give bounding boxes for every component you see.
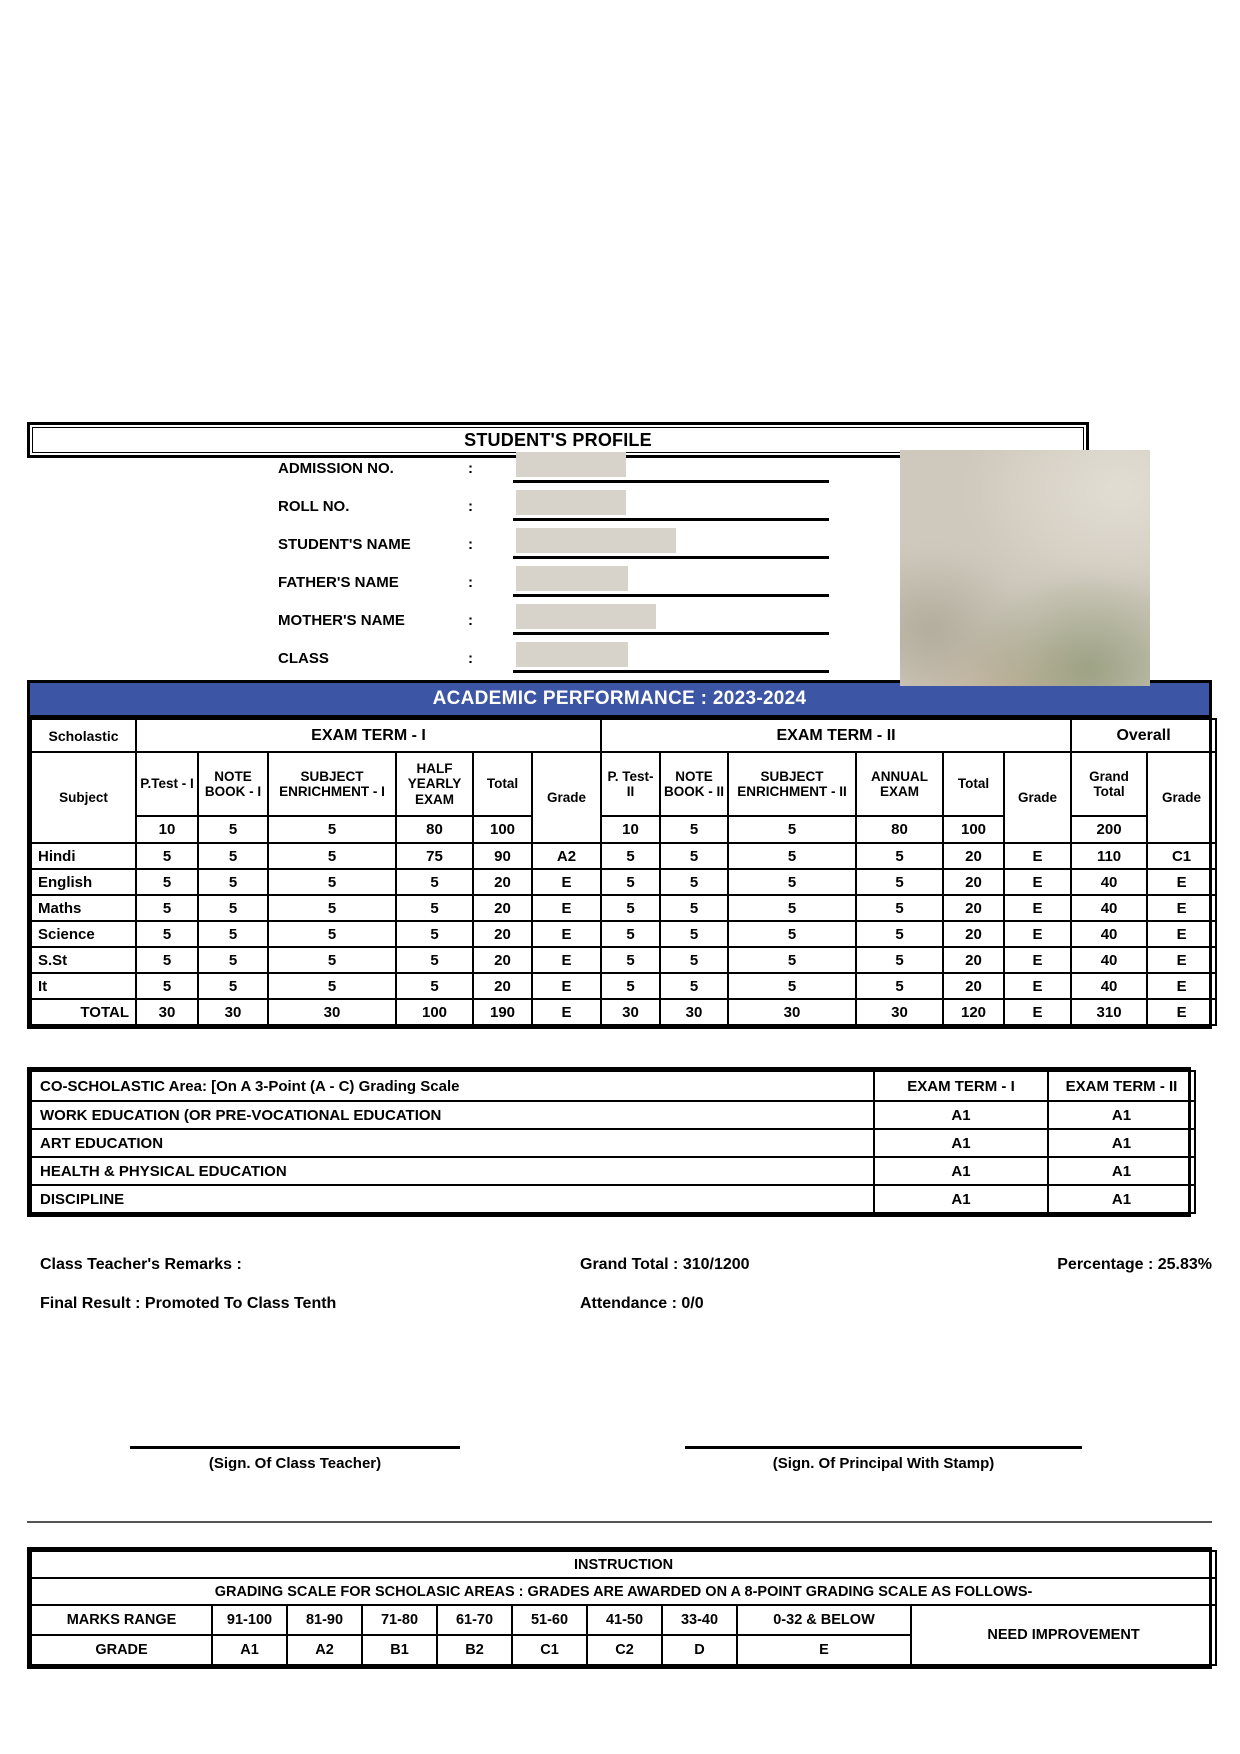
admission-no-line xyxy=(513,480,829,483)
mark-cell: 5 xyxy=(136,921,198,947)
class-label: CLASS xyxy=(278,650,329,667)
mark-cell: 5 xyxy=(856,973,943,999)
mark-cell: 5 xyxy=(268,973,396,999)
field-colon: : xyxy=(468,650,473,667)
grand-total-cell: 310 xyxy=(1071,999,1147,1025)
mark-cell: 5 xyxy=(268,895,396,921)
max-mark-cell: 5 xyxy=(728,816,856,843)
mark-cell: 5 xyxy=(198,843,268,869)
mark-cell: 5 xyxy=(660,869,728,895)
co-scholastic-row xyxy=(31,1157,1195,1185)
mark-cell: 5 xyxy=(728,973,856,999)
mark-cell: 5 xyxy=(136,973,198,999)
max-mark-cell: 10 xyxy=(136,816,198,843)
max-mark-cell: 100 xyxy=(943,816,1004,843)
co-scholastic-header-row xyxy=(31,1071,1195,1101)
roll-no-value-redacted xyxy=(516,490,626,515)
t1-enrichment-header: SUBJECT ENRICHMENT - I xyxy=(268,752,396,816)
grand-total-summary: Grand Total : 310/1200 xyxy=(580,1256,750,1273)
mark-cell: 5 xyxy=(728,947,856,973)
grand-total-cell: 40 xyxy=(1071,895,1147,921)
admission-no-label: ADMISSION NO. xyxy=(278,460,394,477)
total-row xyxy=(31,999,1216,1025)
max-mark-cell: 100 xyxy=(473,816,532,843)
grade-cell: A1 xyxy=(1048,1185,1195,1213)
grade-cell: E xyxy=(532,973,601,999)
t1-halfyearly-header: HALF YEARLY EXAM xyxy=(396,752,473,816)
grade-cell: E xyxy=(532,921,601,947)
mark-cell: 20 xyxy=(943,843,1004,869)
mark-cell: 5 xyxy=(136,843,198,869)
exam-term-2-header: EXAM TERM - II xyxy=(601,719,1071,752)
overall-header: Overall xyxy=(1071,719,1216,752)
student-name-line xyxy=(513,556,829,559)
range-cell: 41-50 xyxy=(587,1605,662,1635)
grade-cell: C1 xyxy=(1147,843,1216,869)
co-scholastic-title: CO-SCHOLASTIC Area: [On A 3-Point (A - C) Grading Scale xyxy=(31,1071,874,1101)
grade-row-label: GRADE xyxy=(31,1635,212,1665)
grade-cell: E xyxy=(1147,999,1216,1025)
mark-cell: 5 xyxy=(660,973,728,999)
table-row xyxy=(31,869,1216,895)
grade-cell: E xyxy=(1004,869,1071,895)
mark-cell: 5 xyxy=(136,895,198,921)
mark-cell: 5 xyxy=(396,921,473,947)
academic-performance-title: ACADEMIC PERFORMANCE : 2023-2024 xyxy=(30,683,1209,718)
t1-total-header: Total xyxy=(473,752,532,816)
grade-cell: E xyxy=(532,947,601,973)
grade-scale-cell: A1 xyxy=(212,1635,287,1665)
max-mark-cell: 5 xyxy=(198,816,268,843)
grade-cell: A2 xyxy=(532,843,601,869)
area-cell: HEALTH & PHYSICAL EDUCATION xyxy=(31,1157,874,1185)
subject-cell: It xyxy=(31,973,136,999)
grade-cell: E xyxy=(1004,895,1071,921)
mark-cell: 5 xyxy=(728,895,856,921)
grand-total-cell: 40 xyxy=(1071,869,1147,895)
grand-total-header: Grand Total xyxy=(1071,752,1147,816)
t2-grade-header: Grade xyxy=(1004,752,1071,843)
grade-scale-cell: C1 xyxy=(512,1635,587,1665)
mark-cell: 5 xyxy=(856,869,943,895)
subject-cell: Science xyxy=(31,921,136,947)
subject-cell: Maths xyxy=(31,895,136,921)
mark-cell: 90 xyxy=(473,843,532,869)
mark-cell: 5 xyxy=(198,921,268,947)
area-cell: ART EDUCATION xyxy=(31,1129,874,1157)
table-row xyxy=(31,921,1216,947)
marks-range-label: MARKS RANGE xyxy=(31,1605,212,1635)
subject-cell: S.St xyxy=(31,947,136,973)
grade-cell: E xyxy=(1147,869,1216,895)
divider-line xyxy=(27,1521,1212,1523)
mark-cell: 20 xyxy=(473,947,532,973)
mark-cell: 20 xyxy=(943,973,1004,999)
grade-cell: A1 xyxy=(874,1129,1048,1157)
mark-cell: 5 xyxy=(198,947,268,973)
mark-cell: 5 xyxy=(660,895,728,921)
grade-cell: E xyxy=(1004,973,1071,999)
grade-scale-cell: B2 xyxy=(437,1635,512,1665)
max-mark-cell: 200 xyxy=(1071,816,1147,843)
mark-cell: 5 xyxy=(601,895,660,921)
marks-range-row xyxy=(31,1605,1216,1635)
scholastic-corner-cell: Scholastic xyxy=(31,719,136,752)
range-cell: 61-70 xyxy=(437,1605,512,1635)
range-cell: 0-32 & BELOW xyxy=(737,1605,911,1635)
field-colon: : xyxy=(468,612,473,629)
father-name-value-redacted xyxy=(516,566,628,591)
t2-notebook-header: NOTE BOOK - II xyxy=(660,752,728,816)
grade-cell: A1 xyxy=(874,1101,1048,1129)
mark-cell: 5 xyxy=(856,843,943,869)
subject-cell: Hindi xyxy=(31,843,136,869)
academic-table xyxy=(30,718,1217,1026)
grade-cell: E xyxy=(532,869,601,895)
mark-cell: 30 xyxy=(856,999,943,1025)
co-scholastic-row xyxy=(31,1101,1195,1129)
subject-cell: English xyxy=(31,869,136,895)
subject-header: Subject xyxy=(31,752,136,843)
father-name-label: FATHER'S NAME xyxy=(278,574,399,591)
mark-cell: 5 xyxy=(728,869,856,895)
principal-signature-label: (Sign. Of Principal With Stamp) xyxy=(772,1455,995,1472)
mark-cell: 5 xyxy=(728,921,856,947)
mark-cell: 5 xyxy=(660,947,728,973)
t2-enrichment-header: SUBJECT ENRICHMENT - II xyxy=(728,752,856,816)
mark-cell: 5 xyxy=(601,921,660,947)
mark-cell: 5 xyxy=(856,921,943,947)
mark-cell: 5 xyxy=(268,947,396,973)
mark-cell: 20 xyxy=(943,895,1004,921)
mark-cell: 30 xyxy=(601,999,660,1025)
max-mark-cell: 5 xyxy=(660,816,728,843)
table-row xyxy=(31,973,1216,999)
mark-cell: 5 xyxy=(660,843,728,869)
t1-notebook-header: NOTE BOOK - I xyxy=(198,752,268,816)
father-name-line xyxy=(513,594,829,597)
mark-cell: 5 xyxy=(728,843,856,869)
grade-cell: E xyxy=(1004,921,1071,947)
max-mark-cell: 10 xyxy=(601,816,660,843)
co-scholastic-term2-header: EXAM TERM - II xyxy=(1048,1071,1195,1101)
column-header-row xyxy=(31,752,1216,816)
area-cell: DISCIPLINE xyxy=(31,1185,874,1213)
mark-cell: 5 xyxy=(268,869,396,895)
co-scholastic-table xyxy=(30,1070,1196,1214)
range-cell: 81-90 xyxy=(287,1605,362,1635)
grade-cell: E xyxy=(1004,947,1071,973)
teacher-signature-line xyxy=(130,1446,460,1449)
grade-scale-cell: D xyxy=(662,1635,737,1665)
grade-scale-cell: E xyxy=(737,1635,911,1665)
co-scholastic-section xyxy=(27,1067,1191,1217)
mark-cell: 30 xyxy=(198,999,268,1025)
instruction-title: INSTRUCTION xyxy=(31,1551,1216,1578)
mark-cell: 20 xyxy=(943,947,1004,973)
mark-cell: 5 xyxy=(396,947,473,973)
term-header-row xyxy=(31,719,1216,752)
mark-cell: 30 xyxy=(728,999,856,1025)
grand-total-cell: 40 xyxy=(1071,921,1147,947)
mother-name-label: MOTHER'S NAME xyxy=(278,612,405,629)
mark-cell: 5 xyxy=(660,921,728,947)
total-label-cell: TOTAL xyxy=(31,999,136,1025)
mark-cell: 5 xyxy=(856,895,943,921)
range-cell: 33-40 xyxy=(662,1605,737,1635)
max-mark-cell: 80 xyxy=(396,816,473,843)
mark-cell: 30 xyxy=(660,999,728,1025)
co-scholastic-row xyxy=(31,1129,1195,1157)
mark-cell: 20 xyxy=(473,921,532,947)
mark-cell: 5 xyxy=(601,869,660,895)
class-value-redacted xyxy=(516,642,628,667)
mark-cell: 5 xyxy=(396,869,473,895)
range-cell: 51-60 xyxy=(512,1605,587,1635)
mark-cell: 30 xyxy=(136,999,198,1025)
instruction-section xyxy=(27,1547,1212,1669)
mark-cell: 190 xyxy=(473,999,532,1025)
t1-grade-header: Grade xyxy=(532,752,601,843)
field-colon: : xyxy=(468,460,473,477)
max-mark-cell: 5 xyxy=(268,816,396,843)
field-colon: : xyxy=(468,536,473,553)
student-photo xyxy=(900,450,1150,686)
mark-cell: 20 xyxy=(473,895,532,921)
mark-cell: 75 xyxy=(396,843,473,869)
field-colon: : xyxy=(468,498,473,515)
percentage-summary: Percentage : 25.83% xyxy=(1057,1256,1212,1273)
mark-cell: 5 xyxy=(136,869,198,895)
grand-total-cell: 40 xyxy=(1071,947,1147,973)
grade-cell: E xyxy=(1147,947,1216,973)
principal-signature-line xyxy=(685,1446,1082,1449)
teacher-signature-label: (Sign. Of Class Teacher) xyxy=(208,1455,382,1472)
class-teacher-remarks-label: Class Teacher's Remarks : xyxy=(40,1256,242,1273)
co-scholastic-term1-header: EXAM TERM - I xyxy=(874,1071,1048,1101)
mark-cell: 120 xyxy=(943,999,1004,1025)
mark-cell: 5 xyxy=(856,947,943,973)
table-row xyxy=(31,947,1216,973)
grading-scale-row xyxy=(31,1578,1216,1605)
student-name-value-redacted xyxy=(516,528,676,553)
roll-no-line xyxy=(513,518,829,521)
t2-annual-header: ANNUAL EXAM xyxy=(856,752,943,816)
mark-cell: 5 xyxy=(601,843,660,869)
grade-cell: E xyxy=(532,999,601,1025)
mark-cell: 20 xyxy=(473,869,532,895)
grade-cell: E xyxy=(532,895,601,921)
mark-cell: 5 xyxy=(601,973,660,999)
mark-cell: 20 xyxy=(943,921,1004,947)
max-mark-cell: 80 xyxy=(856,816,943,843)
student-name-label: STUDENT'S NAME xyxy=(278,536,411,553)
mark-cell: 5 xyxy=(198,869,268,895)
mark-cell: 5 xyxy=(268,843,396,869)
instruction-table xyxy=(30,1550,1217,1666)
grade-cell: A1 xyxy=(874,1185,1048,1213)
table-row xyxy=(31,895,1216,921)
mark-cell: 5 xyxy=(136,947,198,973)
exam-term-1-header: EXAM TERM - I xyxy=(136,719,601,752)
instruction-title-row xyxy=(31,1551,1216,1578)
grade-scale-cell: A2 xyxy=(287,1635,362,1665)
grading-scale-note: GRADING SCALE FOR SCHOLASIC AREAS : GRADES ARE AWARDED ON A 8-POINT GRADING SCALE AS FOLLOWS- xyxy=(31,1578,1216,1605)
academic-performance-section xyxy=(27,680,1212,1029)
table-row xyxy=(31,843,1216,869)
roll-no-label: ROLL NO. xyxy=(278,498,350,515)
grade-cell: A1 xyxy=(1048,1157,1195,1185)
range-cell: 91-100 xyxy=(212,1605,287,1635)
grade-scale-cell: B1 xyxy=(362,1635,437,1665)
grand-total-cell: 40 xyxy=(1071,973,1147,999)
mark-cell: 5 xyxy=(198,895,268,921)
need-improvement-cell: NEED IMPROVEMENT xyxy=(911,1605,1216,1665)
mark-cell: 20 xyxy=(473,973,532,999)
mother-name-line xyxy=(513,632,829,635)
grade-cell: E xyxy=(1147,895,1216,921)
grade-cell: E xyxy=(1147,921,1216,947)
overall-grade-header: Grade xyxy=(1147,752,1216,843)
t1-ptest-header: P.Test - I xyxy=(136,752,198,816)
co-scholastic-row xyxy=(31,1185,1195,1213)
field-colon: : xyxy=(468,574,473,591)
mark-cell: 5 xyxy=(601,947,660,973)
admission-no-value-redacted xyxy=(516,452,626,477)
grand-total-cell: 110 xyxy=(1071,843,1147,869)
grade-cell: A1 xyxy=(874,1157,1048,1185)
grade-cell: E xyxy=(1004,999,1071,1025)
area-cell: WORK EDUCATION (OR PRE-VOCATIONAL EDUCATION xyxy=(31,1101,874,1129)
mark-cell: 5 xyxy=(268,921,396,947)
t2-ptest-header: P. Test- II xyxy=(601,752,660,816)
grade-scale-cell: C2 xyxy=(587,1635,662,1665)
grade-cell: E xyxy=(1147,973,1216,999)
range-cell: 71-80 xyxy=(362,1605,437,1635)
mark-cell: 5 xyxy=(396,895,473,921)
mark-cell: 5 xyxy=(396,973,473,999)
class-line xyxy=(513,670,829,673)
attendance-summary: Attendance : 0/0 xyxy=(580,1295,704,1312)
grade-cell: A1 xyxy=(1048,1101,1195,1129)
t2-total-header: Total xyxy=(943,752,1004,816)
student-profile-title: STUDENT'S PROFILE xyxy=(32,427,1084,453)
student-photo-blur xyxy=(900,450,1150,686)
mark-cell: 100 xyxy=(396,999,473,1025)
grade-cell: A1 xyxy=(1048,1129,1195,1157)
mark-cell: 5 xyxy=(198,973,268,999)
final-result: Final Result : Promoted To Class Tenth xyxy=(40,1295,337,1312)
mark-cell: 30 xyxy=(268,999,396,1025)
mark-cell: 20 xyxy=(943,869,1004,895)
grade-cell: E xyxy=(1004,843,1071,869)
mother-name-value-redacted xyxy=(516,604,656,629)
